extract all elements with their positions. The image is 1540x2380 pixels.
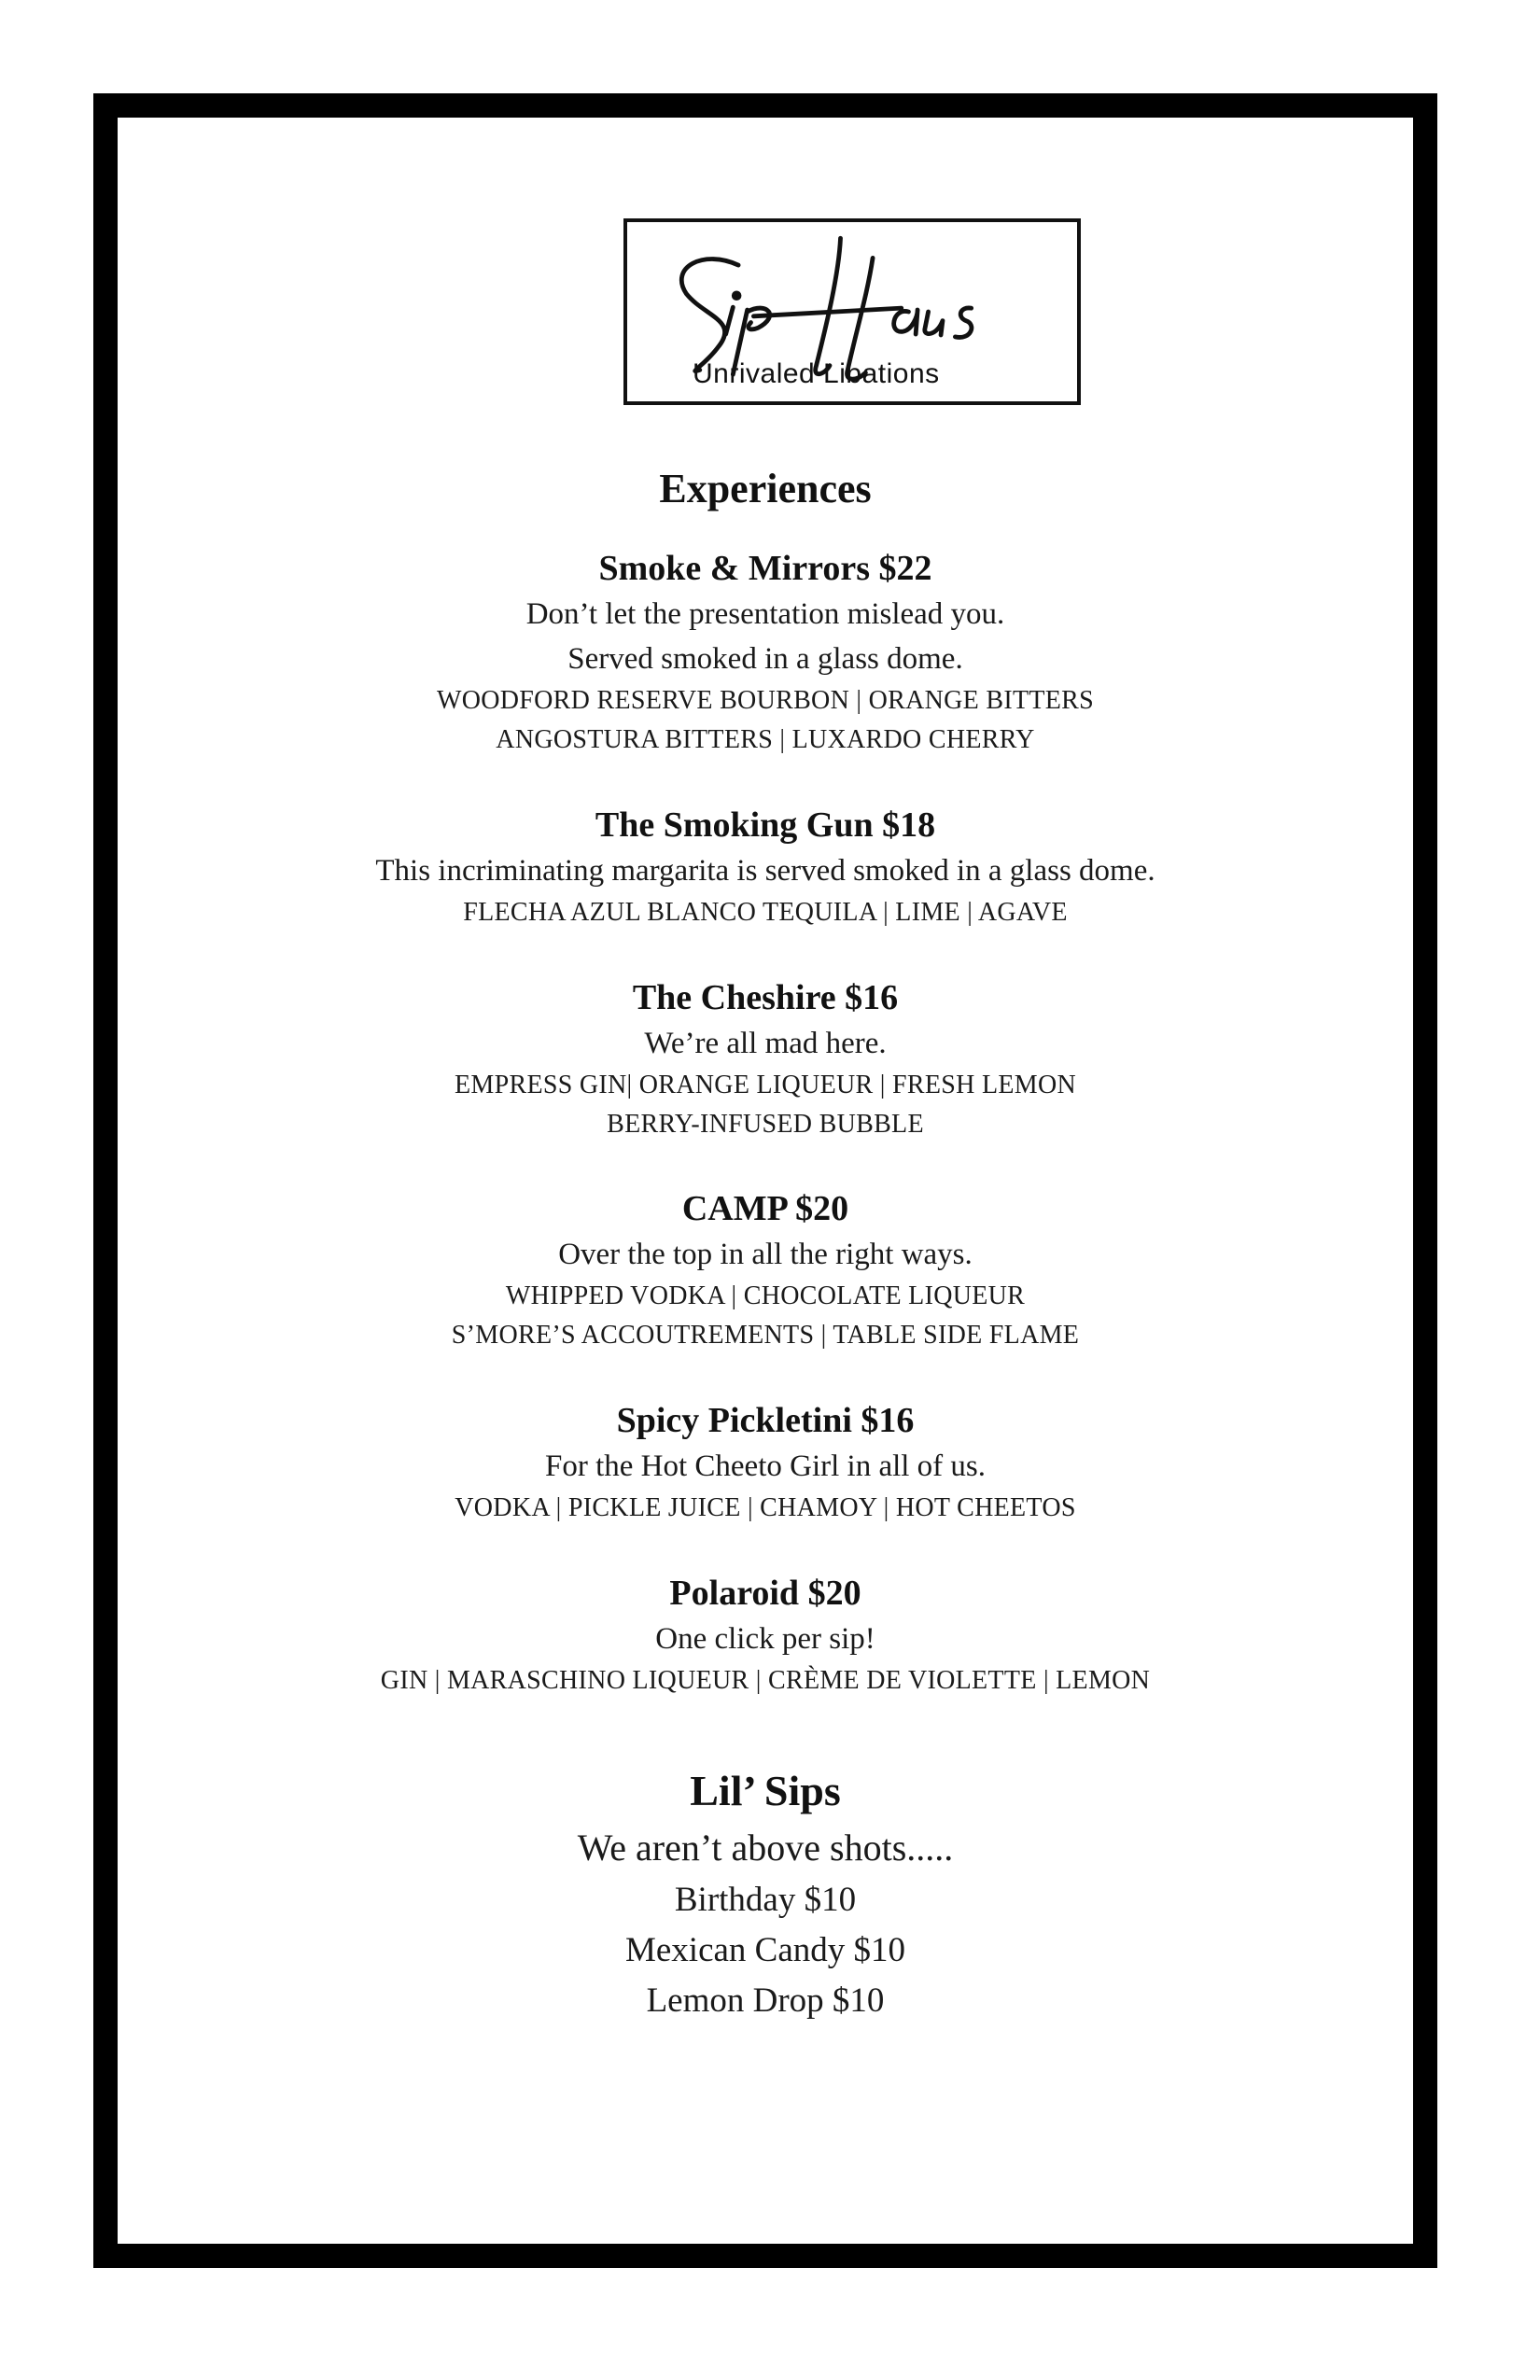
item-ingredients: VODKA | PICKLE JUICE | CHAMOY | HOT CHEETOS	[455, 1493, 1076, 1522]
sip-haus-logo	[623, 218, 1081, 405]
item-ingredients: GIN | MARASCHINO LIQUEUR | CRÈME DE VIOLETTE | LEMON	[380, 1666, 1151, 1695]
menu-item-smoke-mirrors	[118, 545, 1413, 760]
item-name: The Cheshire $16	[632, 978, 899, 1017]
item-name: Polaroid $20	[669, 1574, 861, 1613]
experiences-title: Experiences	[659, 466, 872, 511]
item-ingredients: BERRY-INFUSED BUBBLE	[607, 1110, 924, 1139]
menu-frame	[93, 93, 1437, 2268]
lil-sips-tagline: We aren’t above shots.....	[577, 1827, 954, 1869]
item-description: Don’t let the presentation mislead you.	[525, 597, 1005, 631]
item-ingredients: EMPRESS GIN| ORANGE LIQUEUR | FRESH LEMON	[455, 1071, 1076, 1099]
menu-item-spicy-pickletini	[118, 1397, 1413, 1528]
item-name: The Smoking Gun $18	[595, 805, 936, 845]
lil-sips-title: Lil’ Sips	[690, 1767, 841, 1814]
shot-item: Birthday $10	[674, 1881, 857, 1919]
item-ingredients: FLECHA AZUL BLANCO TEQUILA | LIME | AGAVE	[463, 898, 1068, 927]
item-ingredients: S’MORE’S ACCOUTREMENTS | TABLE SIDE FLAME	[451, 1321, 1080, 1350]
item-description: For the Hot Cheeto Girl in all of us.	[544, 1449, 987, 1483]
item-ingredients: WOODFORD RESERVE BOURBON | ORANGE BITTERS	[436, 686, 1095, 715]
menu-item-camp	[118, 1185, 1413, 1355]
item-name: Smoke & Mirrors $22	[598, 549, 932, 588]
item-description: We’re all mad here.	[644, 1027, 887, 1060]
item-description: This incriminating margarita is served smoked in a glass dome.	[375, 854, 1155, 888]
item-ingredients: ANGOSTURA BITTERS | LUXARDO CHERRY	[496, 725, 1035, 754]
item-ingredients: WHIPPED VODKA | CHOCOLATE LIQUEUR	[505, 1281, 1026, 1310]
item-description: Over the top in all the right ways.	[558, 1238, 973, 1271]
logo-tagline: Unrivaled Libations	[693, 358, 940, 389]
item-description: Served smoked in a glass dome.	[567, 642, 963, 676]
shot-item: Lemon Drop $10	[646, 1981, 885, 2020]
menu-item-cheshire	[118, 974, 1413, 1144]
item-name: CAMP $20	[681, 1189, 849, 1228]
item-description: One click per sip!	[655, 1622, 875, 1656]
menu-item-smoking-gun	[118, 802, 1413, 932]
shot-item: Mexican Candy $10	[624, 1931, 906, 1969]
menu-item-polaroid	[118, 1570, 1413, 1701]
item-name: Spicy Pickletini $16	[616, 1401, 915, 1440]
